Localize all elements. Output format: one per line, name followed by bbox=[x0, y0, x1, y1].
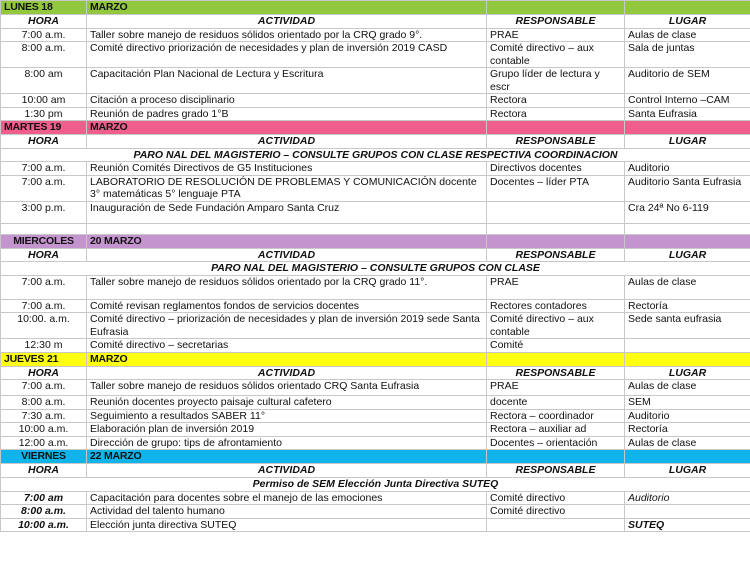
table-row bbox=[1, 275, 750, 299]
place-cell: Aulas de clase bbox=[625, 380, 750, 396]
responsible-cell: Directivos docentes bbox=[487, 162, 625, 176]
time-cell: 7:00 a.m. bbox=[1, 175, 87, 201]
column-headers bbox=[1, 135, 750, 149]
time-cell: 8:00 a.m. bbox=[1, 42, 87, 68]
time-cell: 10:00. a.m. bbox=[1, 313, 87, 339]
place-cell: Santa Eufrasia bbox=[625, 107, 750, 121]
day-header-tuesday bbox=[1, 121, 750, 135]
table-row bbox=[1, 68, 750, 94]
place-cell: Sede santa eufrasia bbox=[625, 313, 750, 339]
responsible-cell: PRAE bbox=[487, 28, 625, 42]
activity-cell: Reunión docentes proyecto paisaje cultural cafetero bbox=[87, 396, 487, 410]
responsible-cell: Comité bbox=[487, 339, 625, 353]
header-responsable: RESPONSABLE bbox=[487, 248, 625, 262]
place-cell: Auditorio Santa Eufrasia bbox=[625, 175, 750, 201]
responsible-cell: Comité directivo – aux contable bbox=[487, 313, 625, 339]
header-responsable: RESPONSABLE bbox=[487, 135, 625, 149]
day-label: JUEVES 21 bbox=[1, 352, 87, 366]
day-label: MARTES 19 bbox=[1, 121, 87, 135]
strike-notice: PARO NAL DEL MAGISTERIO – CONSULTE GRUPOS CON CLASE bbox=[1, 262, 750, 276]
table-row bbox=[1, 409, 750, 423]
place-cell: Auditorio bbox=[625, 409, 750, 423]
time-cell: 12:30 m bbox=[1, 339, 87, 353]
header-responsable: RESPONSABLE bbox=[487, 464, 625, 478]
activity-cell: Elaboración plan de inversión 2019 bbox=[87, 423, 487, 437]
place-cell: Cra 24ª No 6-119 bbox=[625, 201, 750, 223]
spacer-row bbox=[1, 223, 750, 234]
place-cell: Aulas de clase bbox=[625, 436, 750, 450]
activity-cell: Citación a proceso disciplinario bbox=[87, 94, 487, 108]
table-row bbox=[1, 107, 750, 121]
time-cell: 10:00 a.m. bbox=[1, 518, 87, 532]
place-cell: Control Interno –CAM bbox=[625, 94, 750, 108]
place-cell: Sala de juntas bbox=[625, 42, 750, 68]
notice-row bbox=[1, 148, 750, 162]
header-responsable: RESPONSABLE bbox=[487, 15, 625, 29]
activity-cell: Comité directivo – priorización de necesidades y plan de inversión 2019 sede Santa Eufrasia bbox=[87, 313, 487, 339]
time-cell: 10:00 am bbox=[1, 94, 87, 108]
day-header-monday bbox=[1, 1, 750, 15]
place-cell bbox=[625, 339, 750, 353]
table-row bbox=[1, 505, 750, 519]
time-cell: 1:30 pm bbox=[1, 107, 87, 121]
activity-cell: Comité revisan reglamentos fondos de servicios docentes bbox=[87, 299, 487, 313]
responsible-cell: Rectores contadores bbox=[487, 299, 625, 313]
activity-cell: Capacitación Plan Nacional de Lectura y Escritura bbox=[87, 68, 487, 94]
activity-cell: Seguimiento a resultados SABER 11° bbox=[87, 409, 487, 423]
header-lugar: LUGAR bbox=[625, 135, 750, 149]
column-headers bbox=[1, 464, 750, 478]
header-responsable: RESPONSABLE bbox=[487, 366, 625, 380]
header-hora: HORA bbox=[1, 135, 87, 149]
responsible-cell: PRAE bbox=[487, 380, 625, 396]
table-row bbox=[1, 162, 750, 176]
time-cell: 8:00 a.m. bbox=[1, 396, 87, 410]
time-cell: 7:00 a.m. bbox=[1, 28, 87, 42]
responsible-cell: Grupo líder de lectura y escr bbox=[487, 68, 625, 94]
header-actividad: ACTIVIDAD bbox=[87, 366, 487, 380]
time-cell: 7:00 a.m. bbox=[1, 162, 87, 176]
table-row bbox=[1, 491, 750, 505]
time-cell: 3:00 p.m. bbox=[1, 201, 87, 223]
responsible-cell: PRAE bbox=[487, 275, 625, 299]
place-cell: Rectoría bbox=[625, 423, 750, 437]
header-lugar: LUGAR bbox=[625, 248, 750, 262]
month-label: MARZO bbox=[87, 1, 487, 15]
month-label: MARZO bbox=[87, 121, 487, 135]
activity-cell: Taller sobre manejo de residuos sólidos orientado por la CRQ grado 9°. bbox=[87, 28, 487, 42]
time-cell: 7:00 am bbox=[1, 491, 87, 505]
day-header-friday bbox=[1, 450, 750, 464]
header-hora: HORA bbox=[1, 366, 87, 380]
activity-cell: Taller sobre manejo de residuos sólidos orientado CRQ Santa Eufrasia bbox=[87, 380, 487, 396]
month-label: MARZO bbox=[87, 352, 487, 366]
header-actividad: ACTIVIDAD bbox=[87, 135, 487, 149]
table-row bbox=[1, 94, 750, 108]
table-row bbox=[1, 299, 750, 313]
activity-cell: LABORATORIO DE RESOLUCIÓN DE PROBLEMAS Y COMUNICACIÓN docente 3° matemáticas 5° lenguaje PTA bbox=[87, 175, 487, 201]
notice-row bbox=[1, 262, 750, 276]
time-cell: 7:30 a.m. bbox=[1, 409, 87, 423]
place-cell: Aulas de clase bbox=[625, 28, 750, 42]
table-row bbox=[1, 396, 750, 410]
place-cell bbox=[625, 505, 750, 519]
table-row bbox=[1, 518, 750, 532]
responsible-cell: Docentes – líder PTA bbox=[487, 175, 625, 201]
activity-cell: Elección junta directiva SUTEQ bbox=[87, 518, 487, 532]
activity-cell: Actividad del talento humano bbox=[87, 505, 487, 519]
activity-cell: Comité directivo – secretarias bbox=[87, 339, 487, 353]
responsible-cell: Rectora bbox=[487, 107, 625, 121]
activity-cell: Reunión Comités Directivos de G5 Instituciones bbox=[87, 162, 487, 176]
place-cell: Aulas de clase bbox=[625, 275, 750, 299]
time-cell: 7:00 a.m. bbox=[1, 299, 87, 313]
notice-row bbox=[1, 477, 750, 491]
header-hora: HORA bbox=[1, 464, 87, 478]
responsible-cell bbox=[487, 518, 625, 532]
header-actividad: ACTIVIDAD bbox=[87, 15, 487, 29]
place-cell: SEM bbox=[625, 396, 750, 410]
table-row bbox=[1, 42, 750, 68]
table-row bbox=[1, 436, 750, 450]
day-header-thursday bbox=[1, 352, 750, 366]
place-cell: SUTEQ bbox=[625, 518, 750, 532]
month-label: 20 MARZO bbox=[87, 234, 487, 248]
column-headers bbox=[1, 248, 750, 262]
column-headers bbox=[1, 15, 750, 29]
table-row bbox=[1, 201, 750, 223]
activity-cell: Comité directivo priorización de necesidades y plan de inversión 2019 CASD bbox=[87, 42, 487, 68]
day-header-wednesday bbox=[1, 234, 750, 248]
table-row bbox=[1, 339, 750, 353]
activity-cell: Taller sobre manejo de residuos sólidos orientado por la CRQ grado 11°. bbox=[87, 275, 487, 299]
header-lugar: LUGAR bbox=[625, 15, 750, 29]
header-hora: HORA bbox=[1, 248, 87, 262]
place-cell: Auditorio bbox=[625, 491, 750, 505]
responsible-cell: Comité directivo bbox=[487, 505, 625, 519]
table-row bbox=[1, 380, 750, 396]
day-label: VIERNES bbox=[1, 450, 87, 464]
time-cell: 7:00 a.m. bbox=[1, 275, 87, 299]
activity-cell: Reunión de padres grado 1°B bbox=[87, 107, 487, 121]
header-lugar: LUGAR bbox=[625, 464, 750, 478]
table-row bbox=[1, 28, 750, 42]
responsible-cell: Comité directivo bbox=[487, 491, 625, 505]
header-actividad: ACTIVIDAD bbox=[87, 464, 487, 478]
place-cell: Auditorio de SEM bbox=[625, 68, 750, 94]
responsible-cell: docente bbox=[487, 396, 625, 410]
responsible-cell: Rectora – auxiliar ad bbox=[487, 423, 625, 437]
column-headers bbox=[1, 366, 750, 380]
time-cell: 8:00 a.m. bbox=[1, 505, 87, 519]
responsible-cell: Docentes – orientación bbox=[487, 436, 625, 450]
table-row bbox=[1, 313, 750, 339]
table-row bbox=[1, 423, 750, 437]
place-cell: Rectoría bbox=[625, 299, 750, 313]
permission-notice: Permiso de SEM Elección Junta Directiva SUTEQ bbox=[1, 477, 750, 491]
month-label: 22 MARZO bbox=[87, 450, 487, 464]
responsible-cell: Rectora bbox=[487, 94, 625, 108]
place-cell: Auditorio bbox=[625, 162, 750, 176]
time-cell: 7:00 a.m. bbox=[1, 380, 87, 396]
activity-cell: Dirección de grupo: tips de afrontamiento bbox=[87, 436, 487, 450]
time-cell: 10:00 a.m. bbox=[1, 423, 87, 437]
activity-cell: Inauguración de Sede Fundación Amparo Santa Cruz bbox=[87, 201, 487, 223]
responsible-cell bbox=[487, 201, 625, 223]
time-cell: 8:00 am bbox=[1, 68, 87, 94]
time-cell: 12:00 a.m. bbox=[1, 436, 87, 450]
table-row bbox=[1, 175, 750, 201]
header-hora: HORA bbox=[1, 15, 87, 29]
strike-notice: PARO NAL DEL MAGISTERIO – CONSULTE GRUPOS CON CLASE RESPECTIVA COORDINACION bbox=[1, 148, 750, 162]
activity-cell: Capacitación para docentes sobre el manejo de las emociones bbox=[87, 491, 487, 505]
header-lugar: LUGAR bbox=[625, 366, 750, 380]
day-label: MIERCOLES bbox=[1, 234, 87, 248]
header-actividad: ACTIVIDAD bbox=[87, 248, 487, 262]
responsible-cell: Comité directivo – aux contable bbox=[487, 42, 625, 68]
responsible-cell: Rectora – coordinador bbox=[487, 409, 625, 423]
day-label: LUNES 18 bbox=[1, 1, 87, 15]
